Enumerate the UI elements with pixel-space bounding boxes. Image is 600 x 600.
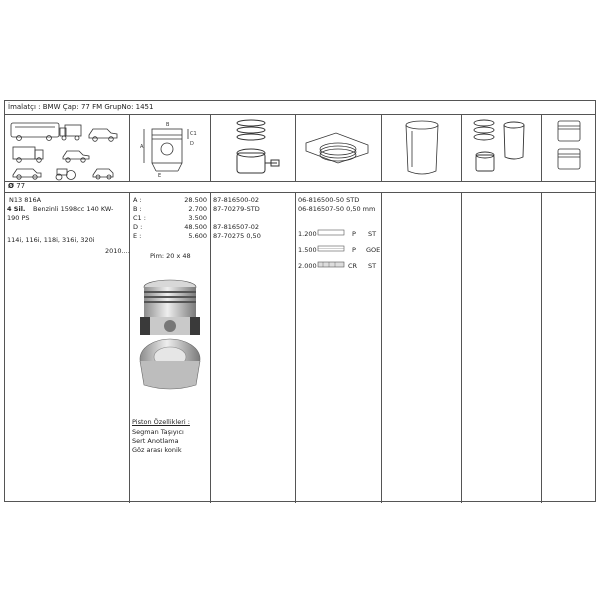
piston-code: 87-816507-02	[213, 223, 260, 231]
liner-codes-column	[382, 193, 462, 503]
piston-feature-item: Sert Anotlama	[132, 437, 179, 445]
manufacturer-header: İmalatçı : BMW Çap: 77 FM GrupNo: 1451	[5, 101, 595, 115]
vehicle-types-icon	[5, 115, 129, 181]
diameter-value: 77	[16, 182, 26, 190]
dimension-e: E : 5.600	[133, 232, 207, 240]
ring-type: CR	[348, 262, 358, 270]
vehicle-models: 114i, 116i, 118i, 316i, 320i	[7, 236, 95, 244]
engine-description: Benzinli 1598cc 140 KW-	[33, 205, 114, 213]
ring-type: P	[352, 230, 356, 238]
ring-thickness: 2.000	[298, 262, 317, 270]
piston-code: 87-816500-02	[213, 196, 260, 204]
piston-features-title: Piston Özellikleri :	[132, 418, 190, 426]
piston-photo	[136, 277, 204, 395]
piston-rings-cell	[211, 115, 296, 181]
diameter-symbol: Ø	[8, 182, 14, 190]
svg-text:A: A	[140, 144, 144, 150]
piston-dimension-cell	[130, 115, 211, 181]
ring-code: 06-816507-50 0,50 mm	[298, 205, 376, 213]
vehicle-types-cell	[5, 115, 130, 181]
cylinder-count: 4 Sil.	[7, 205, 26, 213]
ring-coating: GOE	[366, 246, 381, 254]
pistons-icon	[542, 115, 596, 181]
dimension-c1: C1 : 3.500	[133, 214, 207, 222]
dimension-a: A : 28.500	[133, 196, 207, 204]
vehicle-info-column	[5, 193, 130, 503]
ring-coating: ST	[368, 230, 377, 238]
svg-text:D: D	[190, 141, 194, 147]
pistons-codes-column	[542, 193, 597, 503]
kit-codes-column	[462, 193, 542, 503]
piston-with-rings-icon	[211, 115, 295, 181]
piston-dimension-icon	[130, 115, 210, 181]
ring-profile-icon	[317, 244, 347, 254]
dimensions-column	[130, 193, 211, 503]
vehicle-year: 2010....	[105, 247, 130, 255]
svg-text:E: E	[158, 173, 162, 179]
ring-type: P	[352, 246, 356, 254]
engine-code: N13 816A	[9, 196, 42, 204]
ring-code: 06-816500-50 STD	[298, 196, 360, 204]
piston-kit-cell	[462, 115, 542, 181]
dimension-b: B : 2.700	[133, 205, 207, 213]
ring-codes-column	[296, 193, 382, 503]
piston-feature-item: Segman Taşıyıcı	[132, 428, 184, 436]
cylinder-liner-cell	[382, 115, 462, 181]
ring-thickness: 1.200	[298, 230, 317, 238]
catalog-table	[4, 100, 596, 502]
dimension-d: D : 48.500	[133, 223, 207, 231]
ring-coating: ST	[368, 262, 377, 270]
cylinder-liner-icon	[382, 115, 461, 181]
pistons-cell	[542, 115, 597, 181]
svg-text:B: B	[166, 122, 170, 128]
engine-power: 190 PS	[7, 214, 30, 222]
svg-text:C1: C1	[190, 131, 197, 137]
piston-codes-column	[211, 193, 296, 503]
piston-feature-item: Göz arası konik	[132, 446, 182, 454]
ring-profile-icon	[317, 228, 347, 238]
diameter-row	[5, 181, 595, 193]
ring-profile-icon	[317, 260, 347, 270]
ring-set-cell	[296, 115, 382, 181]
icon-row	[5, 115, 595, 182]
ring-thickness: 1.500	[298, 246, 317, 254]
piston-kit-icon	[462, 115, 541, 181]
catalog-body	[5, 193, 595, 503]
pin-size: Pim: 20 x 48	[150, 252, 191, 260]
piston-code: 87-70279-STD	[213, 205, 260, 213]
piston-code: 87-70275 0,50	[213, 232, 261, 240]
ring-set-icon	[296, 115, 381, 181]
